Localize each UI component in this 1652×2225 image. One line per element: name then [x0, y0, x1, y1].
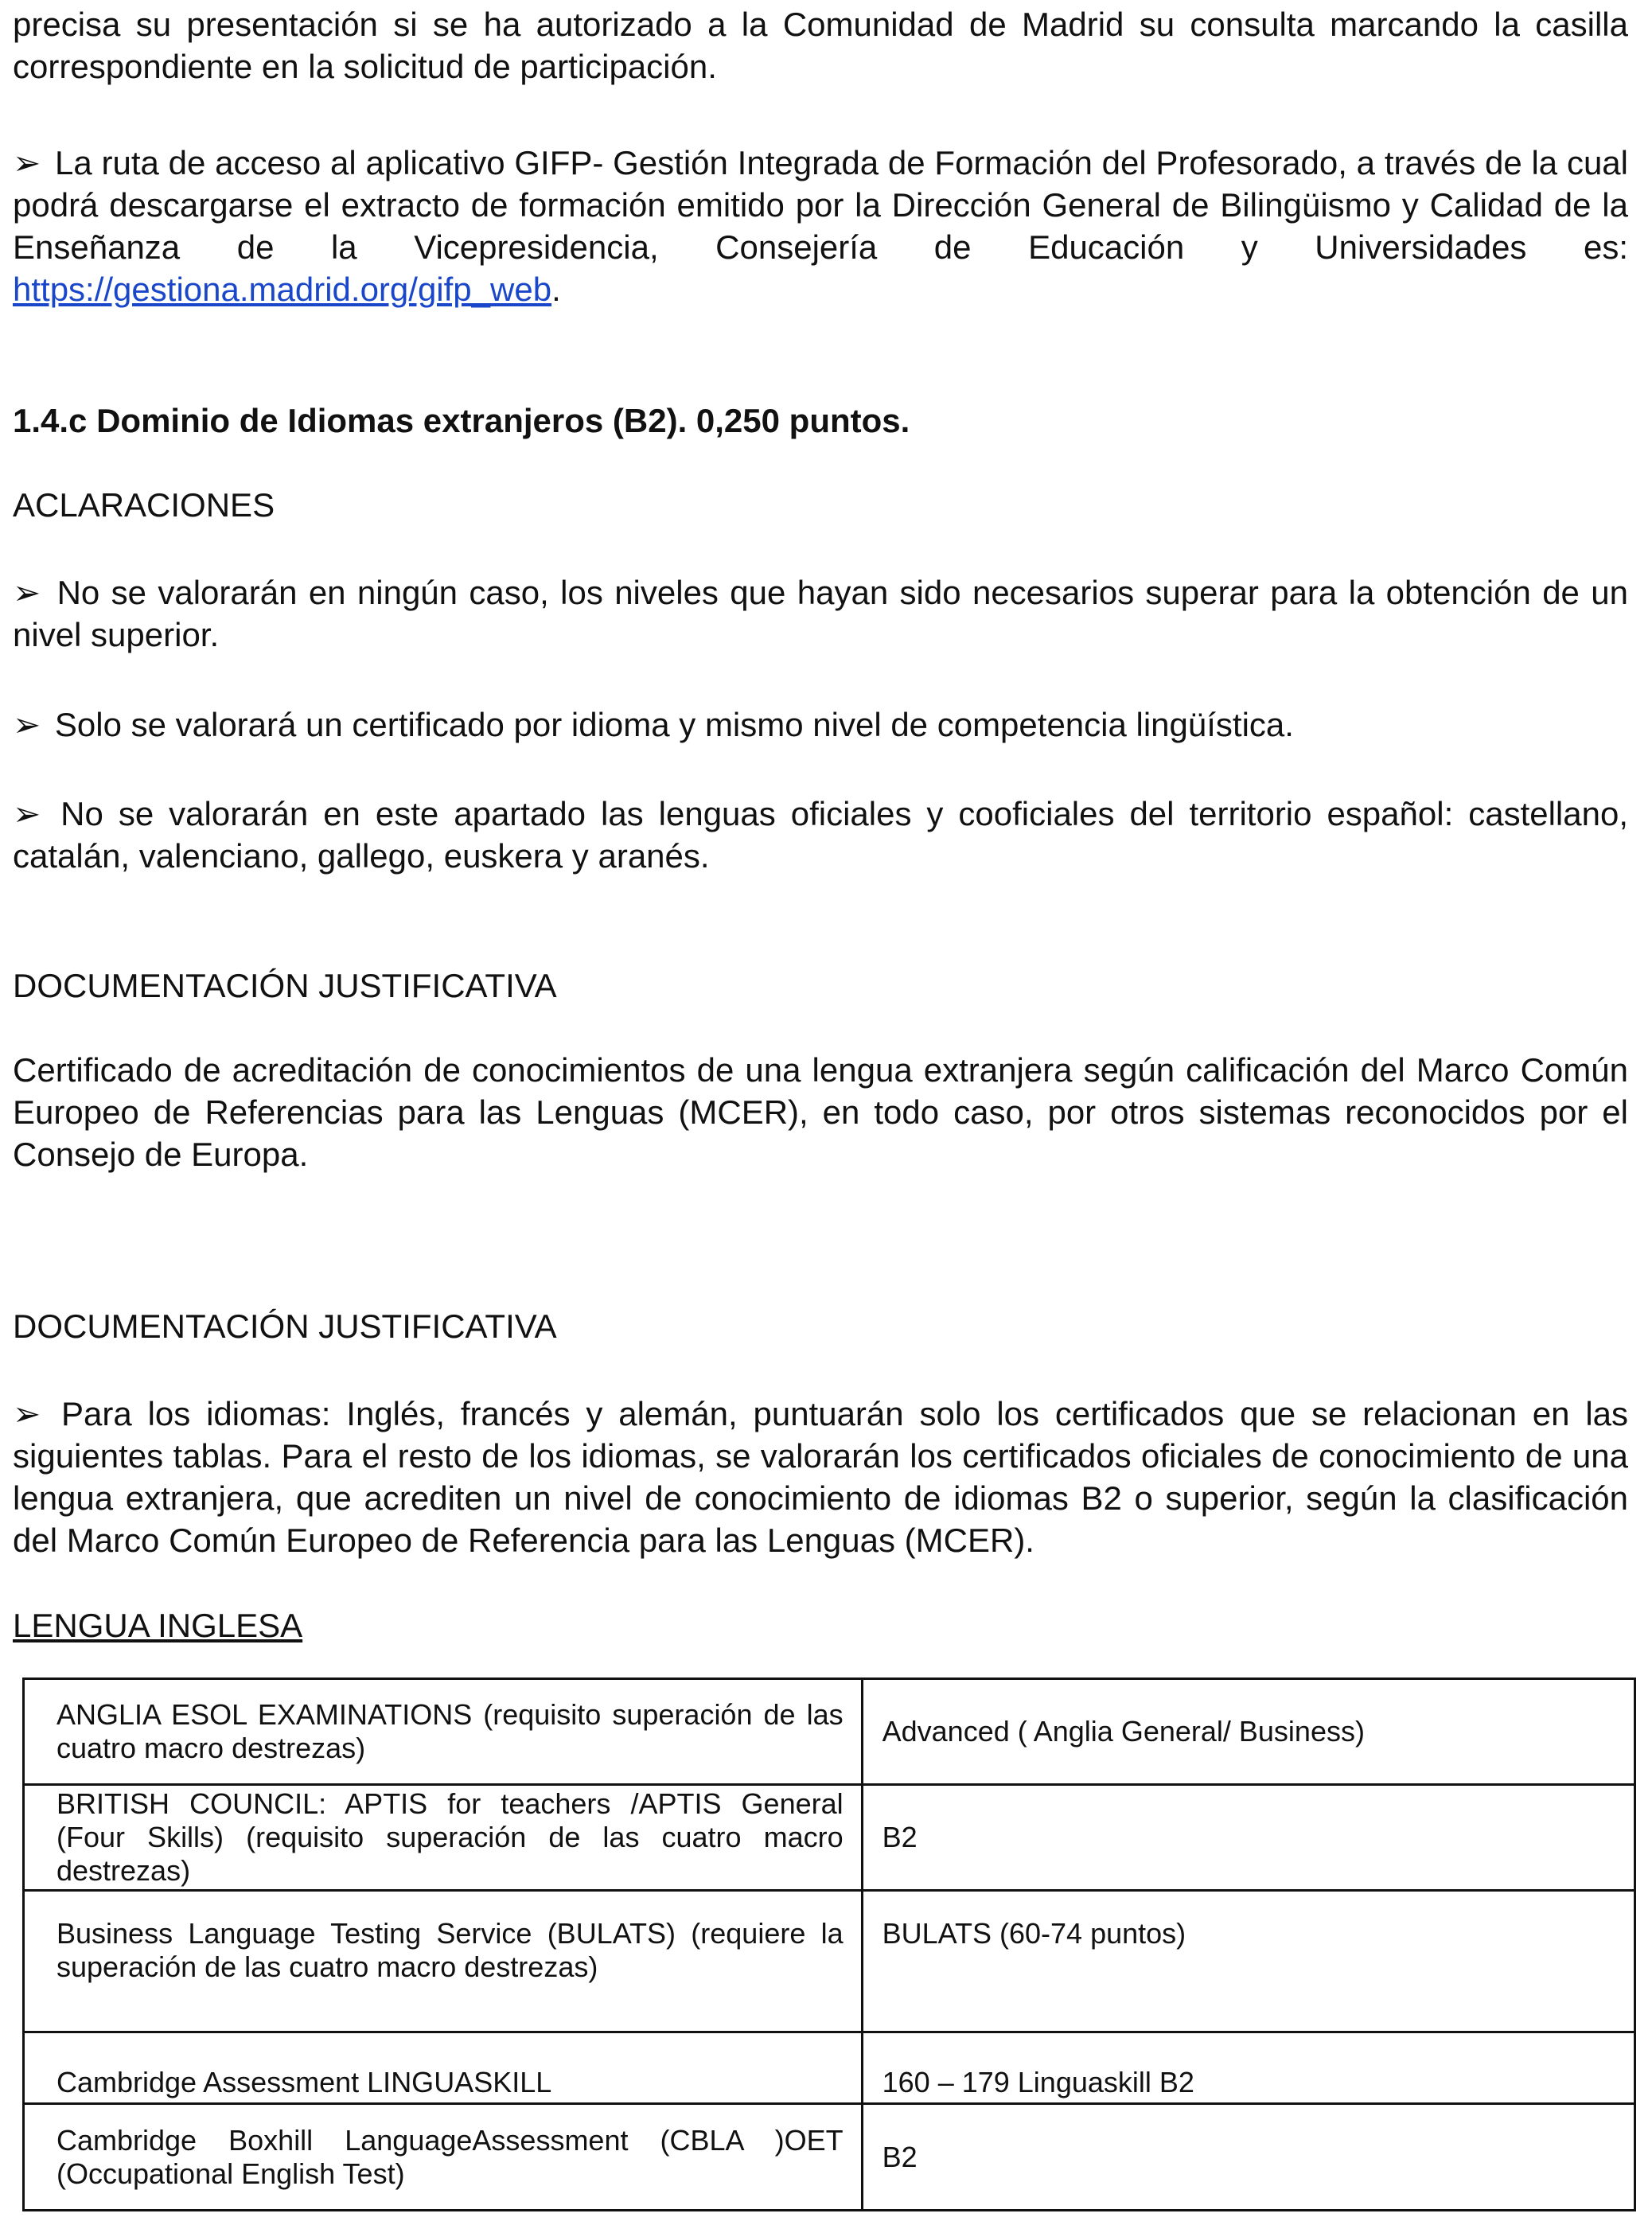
- aclaracion-item-3: [13, 793, 1628, 877]
- aclaracion-item-2: [13, 703, 1628, 746]
- table-cell-level: Advanced ( Anglia General/ Business): [862, 1679, 1634, 1785]
- table-cell-certificate: ANGLIA ESOL EXAMINATIONS (requisito superación de las cuatro macro destrezas): [24, 1679, 863, 1785]
- table-cell-level: BULATS (60-74 puntos): [862, 1891, 1634, 2032]
- table-row: [24, 2032, 1635, 2104]
- certificates-table: [22, 1678, 1636, 2211]
- lengua-inglesa-heading: LENGUA INGLESA: [13, 1607, 303, 1644]
- table-cell-certificate: BRITISH COUNCIL: APTIS for teachers /APTIS General (Four Skills) (requisito superación de las cuatro macro destrezas): [24, 1785, 863, 1891]
- doc-heading-1: DOCUMENTACIÓN JUSTIFICATIVA: [13, 967, 557, 1004]
- bullet-arrow-icon: ➢: [13, 706, 41, 743]
- aclaracion-text: Solo se valorará un certificado por idioma y mismo nivel de competencia lingüística.: [54, 706, 1294, 743]
- bullet-arrow-icon: ➢: [13, 1395, 41, 1432]
- table-row: [24, 1679, 1635, 1785]
- doc-paragraph-2-text: Para los idiomas: Inglés, francés y alemán, puntuarán solo los certificados que se relacionan en las siguientes tablas. Para el resto de los idiomas, se valorarán los certificados oficiales de conocimiento de una lengua extranjera, que acrediten un nivel de conocimiento de idiomas B2 o superior, según la clasificación del Marco Común Europeo de Referencia para las Lenguas (MCER).: [13, 1395, 1629, 1559]
- bullet-arrow-icon: ➢: [13, 144, 41, 181]
- aclaracion-text: No se valorarán en ningún caso, los niveles que hayan sido necesarios superar para la obtención de un nivel superior.: [13, 574, 1629, 653]
- table-row: [24, 1785, 1635, 1891]
- gifp-text: La ruta de acceso al aplicativo GIFP- Gestión Integrada de Formación del Profesorado, a través de la cual podrá descargarse el extracto de formación emitido por la Dirección General de Bilingüismo y Calidad de la Enseñanza de la Vicepresidencia, Consejería de Educación y Universidades es:: [13, 144, 1628, 266]
- doc-paragraph-2: [13, 1393, 1628, 1561]
- table-row: [24, 2104, 1635, 2211]
- gifp-link[interactable]: https://gestiona.madrid.org/gifp_web: [13, 271, 552, 308]
- table-cell-level: 160 – 179 Linguaskill B2: [862, 2032, 1634, 2104]
- table-cell-level: B2: [862, 1785, 1634, 1891]
- intro-paragraph: precisa su presentación si se ha autorizado a la Comunidad de Madrid su consulta marcando la casilla correspondiente en la solicitud de participación.: [13, 6, 1628, 85]
- table-cell-certificate: Cambridge Boxhill LanguageAssessment (CBLA )OET (Occupational English Test): [24, 2104, 863, 2211]
- table-cell-level: B2: [862, 2104, 1634, 2211]
- section-heading: 1.4.c Dominio de Idiomas extranjeros (B2). 0,250 puntos.: [13, 402, 910, 439]
- table-row: [24, 1891, 1635, 2032]
- bullet-arrow-icon: ➢: [13, 574, 41, 611]
- doc-paragraph-1: Certificado de acreditación de conocimientos de una lengua extranjera según calificación del Marco Común Europeo de Referencias para las Lenguas (MCER), en todo caso, por otros sistemas reconocidos por el Consejo de Europa.: [13, 1051, 1628, 1173]
- table-cell-certificate: Cambridge Assessment LINGUASKILL: [24, 2032, 863, 2104]
- aclaracion-text: No se valorarán en este apartado las lenguas oficiales y cooficiales del territorio español: castellano, catalán, valenciano, gallego, euskera y aranés.: [13, 795, 1628, 875]
- table-cell-certificate: Business Language Testing Service (BULATS) (requiere la superación de las cuatro macro destrezas): [24, 1891, 863, 2032]
- bullet-arrow-icon: ➢: [13, 795, 41, 832]
- gifp-period: .: [551, 271, 561, 308]
- gifp-paragraph: [13, 142, 1628, 310]
- aclaraciones-heading: ACLARACIONES: [13, 486, 275, 524]
- doc-heading-2: DOCUMENTACIÓN JUSTIFICATIVA: [13, 1307, 557, 1345]
- aclaracion-item-1: [13, 571, 1628, 656]
